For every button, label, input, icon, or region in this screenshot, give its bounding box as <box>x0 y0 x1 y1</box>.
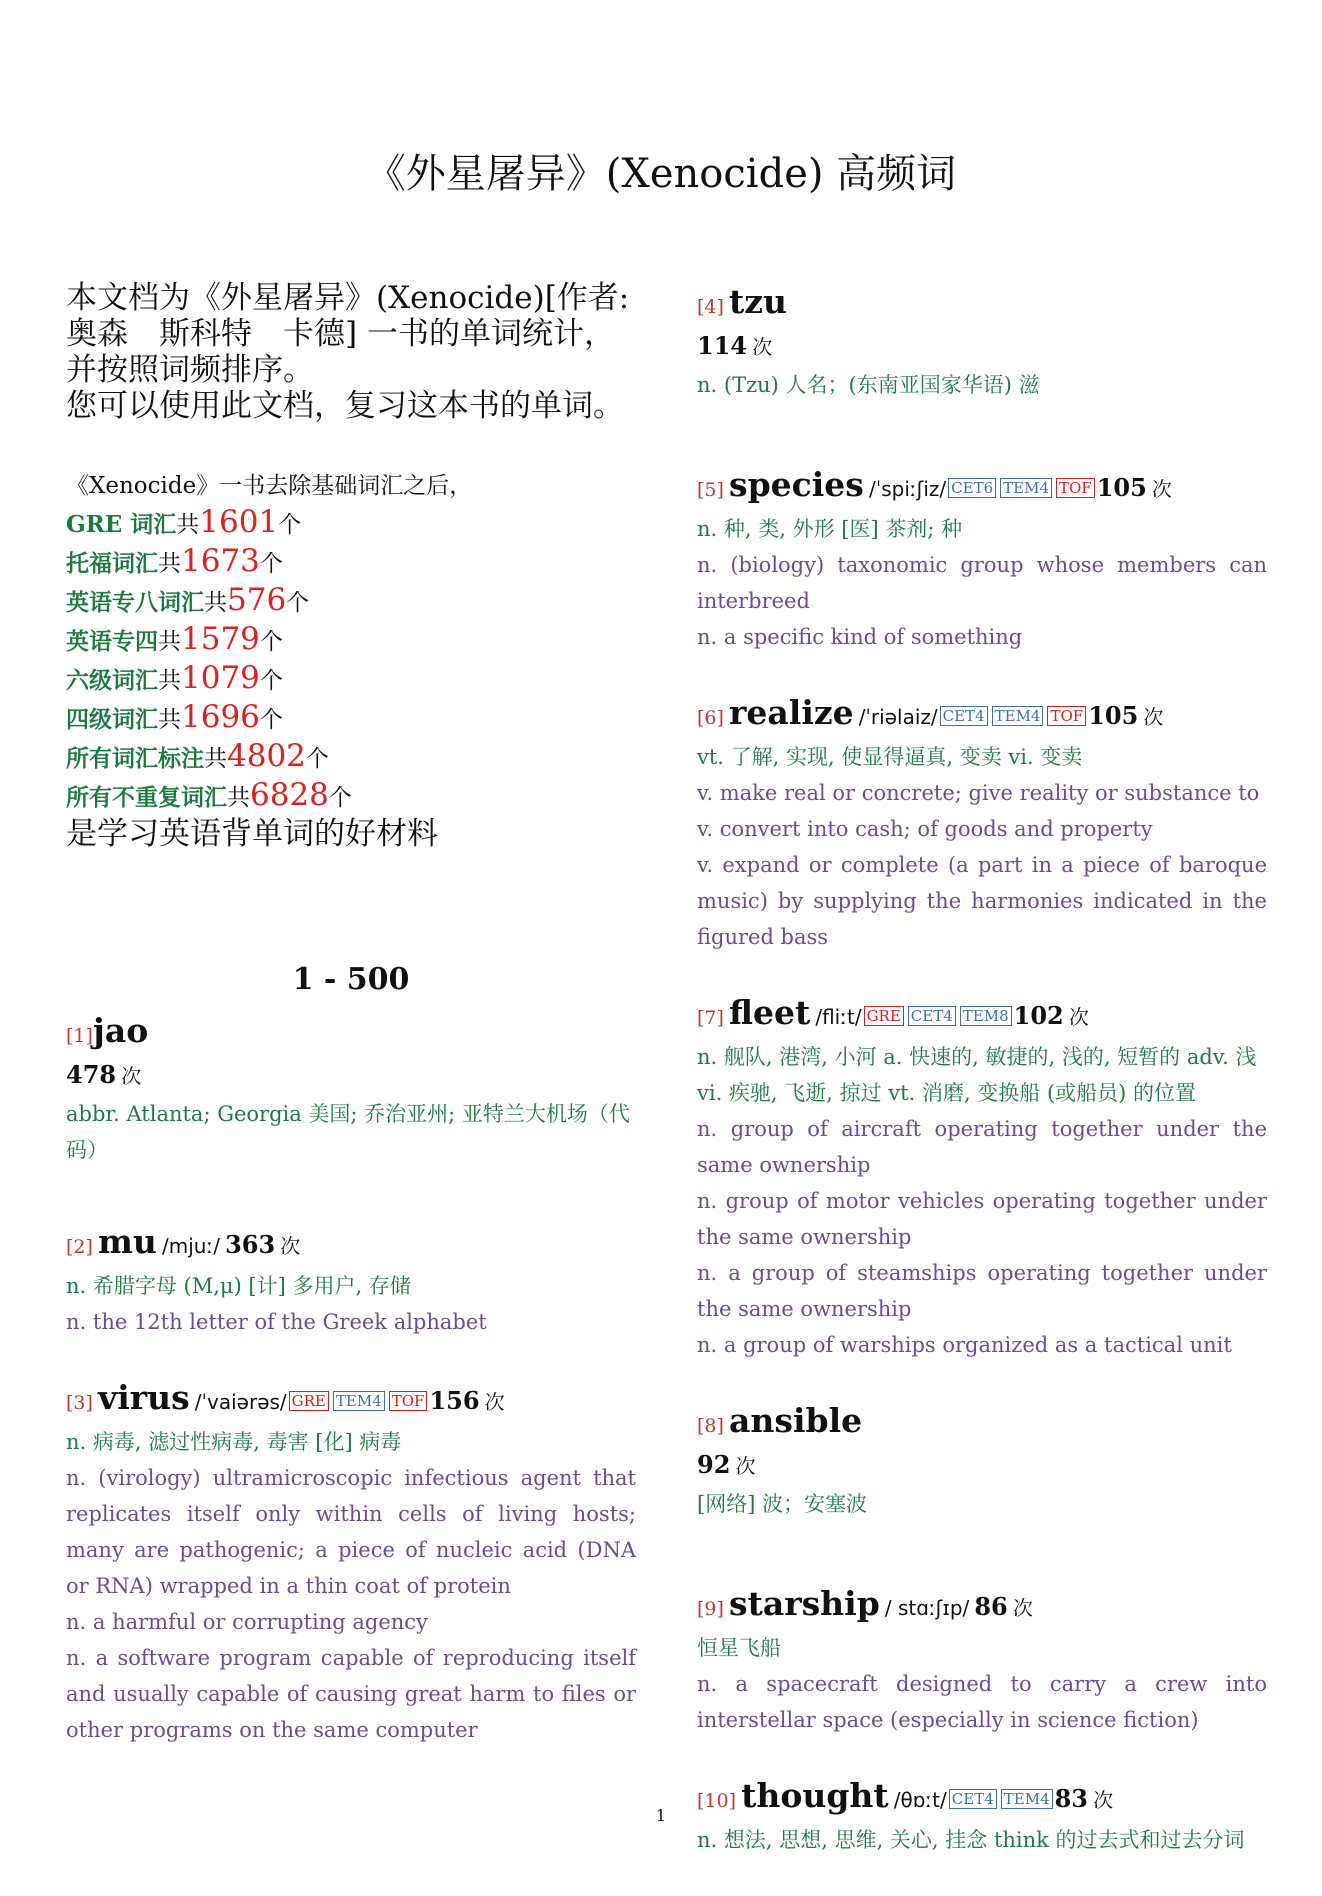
tag-badge: TOF <box>1056 478 1095 498</box>
phonetic: /ˈriəlaiz/ <box>858 705 938 729</box>
stat-label: 英语专四 <box>66 628 158 655</box>
headword: jao <box>92 1011 149 1050</box>
phonetic: / stɑːʃɪp/ <box>884 1596 970 1620</box>
word-entry <box>697 693 1267 955</box>
headword-line <box>66 1378 636 1424</box>
right-column <box>697 282 1267 1896</box>
tag-badge: CET4 <box>908 1006 956 1026</box>
stat-label: GRE 词汇 <box>66 511 177 538</box>
left-column <box>66 280 636 1786</box>
chinese-definition: n. 想法, 思想, 思维, 关心, 挂念 think 的过去式和过去分词 <box>697 1828 1245 1852</box>
headword-line <box>697 993 1267 1039</box>
stat-unit: 个 <box>259 668 283 694</box>
stats-block <box>66 468 636 852</box>
entry-index: [1] <box>66 1025 93 1047</box>
intro <box>66 280 636 424</box>
headword-line <box>697 1584 1267 1630</box>
word-entry <box>66 1378 636 1748</box>
headword: fleet <box>729 993 811 1032</box>
headword: species <box>729 465 864 504</box>
english-definition: n. group of motor vehicles operating together under the same ownership <box>697 1189 1267 1249</box>
frequency-count: 83 <box>1054 1784 1089 1813</box>
english-definition: n. a group of steamships operating together under the same ownership <box>697 1261 1267 1321</box>
frequency-count: 363 <box>225 1230 276 1259</box>
word-entry <box>66 1011 636 1168</box>
frequency-count: 114 <box>697 331 748 360</box>
count-unit: 次 <box>1093 1788 1114 1812</box>
entry-index: [4] <box>697 296 724 318</box>
headword: ansible <box>729 1401 863 1440</box>
frequency-count: 92 <box>697 1450 731 1479</box>
chinese-definition: n. 病毒, 滤过性病毒, 毒害 [化] 病毒 <box>66 1430 402 1454</box>
count-unit: 次 <box>1012 1596 1033 1620</box>
headword: starship <box>729 1584 880 1623</box>
headword: mu <box>98 1222 157 1261</box>
count-unit: 次 <box>1068 1005 1089 1029</box>
stat-mid: 共 <box>158 707 181 733</box>
tag-badge: GRE <box>289 1391 329 1411</box>
headword: realize <box>729 693 854 732</box>
stat-unit: 个 <box>259 551 283 577</box>
frequency-count: 102 <box>1013 1001 1064 1030</box>
english-definition: v. expand or complete (a part in a piece of baroque music) by supplying the harmonies indicated in the figured bass <box>697 853 1267 949</box>
stat-number: 1601 <box>199 504 279 540</box>
phonetic: /fliːt/ <box>815 1005 862 1029</box>
headword: tzu <box>729 282 787 321</box>
stat-number: 4802 <box>227 738 306 774</box>
phonetic: /mjuː/ <box>162 1234 220 1258</box>
tag-badge: TOF <box>389 1391 428 1411</box>
tag-badge: CET4 <box>949 1789 997 1809</box>
english-definition: n. (virology) ultramicroscopic infectious agent that replicates itself only within cells of living hosts; many are pathogenic; a piece of nucleic acid (DNA or RNA) wrapped in a thin coat of protein <box>66 1466 636 1598</box>
page-number: 1 <box>655 1806 667 1825</box>
stat-label: 四级词汇 <box>66 706 158 733</box>
frequency-count: 105 <box>1088 701 1139 730</box>
entry-index: [8] <box>697 1415 724 1437</box>
entry-index: [5] <box>697 479 724 501</box>
stat-label: 六级词汇 <box>66 667 158 694</box>
word-entry <box>697 993 1267 1363</box>
entry-index: [10] <box>697 1790 737 1812</box>
english-definition: v. make real or concrete; give reality or substance to <box>697 781 1260 805</box>
frequency-count: 105 <box>1096 473 1147 502</box>
stat-row <box>66 543 636 582</box>
stat-number: 1696 <box>181 699 260 735</box>
word-entry <box>697 282 1267 403</box>
chinese-definition: n. 舰队, 港湾, 小河 a. 快速的, 敏捷的, 浅的, 短暂的 adv. 浅 vi. 疾驰, 飞逝, 掠过 vt. 消磨, 变换船 (或船员) 的位置 <box>697 1045 1257 1105</box>
stat-label: 英语专八词汇 <box>66 589 204 616</box>
count-unit: 次 <box>1151 477 1172 501</box>
stat-mid: 共 <box>158 668 181 694</box>
stat-row <box>66 738 636 777</box>
entry-index: [3] <box>66 1392 93 1414</box>
stat-row <box>66 777 636 816</box>
page-title: 《外星屠异》(Xenocide) 高频词 <box>365 151 957 197</box>
count-unit: 次 <box>484 1390 505 1414</box>
stat-number: 1079 <box>181 660 260 696</box>
stat-mid: 共 <box>158 629 181 655</box>
stats-heading: 《Xenocide》一书去除基础词汇之后， <box>66 473 473 499</box>
tag-badge: TEM8 <box>960 1006 1012 1026</box>
tag-badge: CET4 <box>940 706 988 726</box>
english-definition: n. a software program capable of reproducing itself and usually capable of causing great harm to files or other programs on the same computer <box>66 1646 636 1742</box>
frequency-count: 156 <box>429 1386 480 1415</box>
english-definition: n. the 12th letter of the Greek alphabet <box>66 1310 487 1334</box>
entry-index: [9] <box>697 1598 724 1620</box>
stat-unit: 个 <box>259 707 283 733</box>
chinese-definition: n. 种, 类, 外形 [医] 茶剂; 种 <box>697 517 963 541</box>
tag-badge: TEM4 <box>333 1391 385 1411</box>
stat-row <box>66 660 636 699</box>
count-unit: 次 <box>121 1064 142 1088</box>
english-definition: n. a group of warships organized as a tactical unit <box>697 1333 1232 1357</box>
tag-badge: GRE <box>864 1006 904 1026</box>
chinese-definition: 恒星飞船 <box>697 1636 781 1660</box>
english-definition: n. group of aircraft operating together under the same ownership <box>697 1117 1267 1177</box>
word-entry <box>697 1584 1267 1738</box>
count-unit: 次 <box>735 1454 756 1478</box>
entry-index: [6] <box>697 707 724 729</box>
english-definition: n. (biology) taxonomic group whose members can interbreed <box>697 553 1267 613</box>
stat-unit: 个 <box>328 785 352 811</box>
frequency-count: 478 <box>66 1060 117 1089</box>
count-line <box>697 328 1267 367</box>
count-unit: 次 <box>752 335 773 359</box>
stat-number: 576 <box>227 582 287 618</box>
phonetic: /ˈspiːʃiz/ <box>868 477 947 501</box>
english-definition: n. a harmful or corrupting agency <box>66 1610 428 1634</box>
headword-line <box>697 465 1267 511</box>
headword-line <box>697 1401 1267 1447</box>
chinese-definition: abbr. Atlanta; Georgia 美国; 乔治亚州; 亚特兰大机场（代码） <box>66 1102 630 1162</box>
tag-badge: TEM4 <box>992 706 1044 726</box>
stat-number: 6828 <box>250 777 329 813</box>
headword-line <box>697 693 1267 739</box>
stat-mid: 共 <box>176 512 200 538</box>
stat-unit: 个 <box>278 512 302 538</box>
headword-line <box>66 1222 636 1268</box>
phonetic: /θɒːt/ <box>893 1788 947 1812</box>
stat-row <box>66 699 636 738</box>
english-definition: v. convert into cash; of goods and property <box>697 817 1153 841</box>
english-definition: n. a specific kind of something <box>697 625 1023 649</box>
tag-badge: TEM4 <box>1001 1789 1053 1809</box>
intro-line-1: 本文档为《外星屠异》(Xenocide)[作者: 奥森 斯科特 卡德] 一书的单词统计，并按照词频排序。 <box>66 280 630 388</box>
count-unit: 次 <box>280 1234 301 1258</box>
headword: virus <box>98 1378 190 1417</box>
word-entry <box>697 465 1267 655</box>
word-entry <box>66 1222 636 1340</box>
tag-badge: CET6 <box>948 478 996 498</box>
frequency-count: 86 <box>974 1592 1008 1621</box>
range-heading: 1 - 500 <box>292 962 410 997</box>
stat-row <box>66 504 636 543</box>
chinese-definition: vt. 了解, 实现, 使显得逼真, 变卖 vi. 变卖 <box>697 745 1083 769</box>
stats-closing: 是学习英语背单词的好材料 <box>66 816 438 852</box>
headword: thought <box>741 1776 889 1815</box>
stat-label: 所有词汇标注 <box>66 745 204 772</box>
headword-line <box>66 1011 636 1057</box>
stat-mid: 共 <box>158 551 181 577</box>
stat-row <box>66 582 636 621</box>
phonetic: /ˈvaiərəs/ <box>194 1390 287 1414</box>
stat-label: 托福词汇 <box>66 550 158 577</box>
stat-row <box>66 621 636 660</box>
entry-index: [2] <box>66 1236 93 1258</box>
entry-index: [7] <box>697 1007 724 1029</box>
stat-number: 1579 <box>181 621 260 657</box>
stat-unit: 个 <box>305 746 329 772</box>
stat-unit: 个 <box>286 590 310 616</box>
chinese-definition: n. 希腊字母 (M,μ) [计] 多用户, 存储 <box>66 1274 411 1298</box>
english-definition: n. a spacecraft designed to carry a crew into interstellar space (especially in science fiction) <box>697 1672 1267 1732</box>
stat-unit: 个 <box>259 629 283 655</box>
chinese-definition: n. (Tzu) 人名；(东南亚国家华语) 滋 <box>697 373 1040 397</box>
tag-badge: TEM4 <box>1000 478 1052 498</box>
word-entry <box>697 1401 1267 1522</box>
stat-mid: 共 <box>227 785 250 811</box>
intro-line-2: 您可以使用此文档，复习这本书的单词。 <box>66 388 624 424</box>
count-line <box>697 1447 1267 1486</box>
count-unit: 次 <box>1143 705 1164 729</box>
stat-number: 1673 <box>181 543 260 579</box>
stat-mid: 共 <box>204 590 227 616</box>
tag-badge: TOF <box>1047 706 1086 726</box>
chinese-definition: [网络] 波；安塞波 <box>697 1492 868 1516</box>
count-line <box>66 1057 636 1096</box>
stat-mid: 共 <box>204 746 227 772</box>
headword-line <box>697 282 1267 328</box>
stat-label: 所有不重复词汇 <box>66 784 227 811</box>
